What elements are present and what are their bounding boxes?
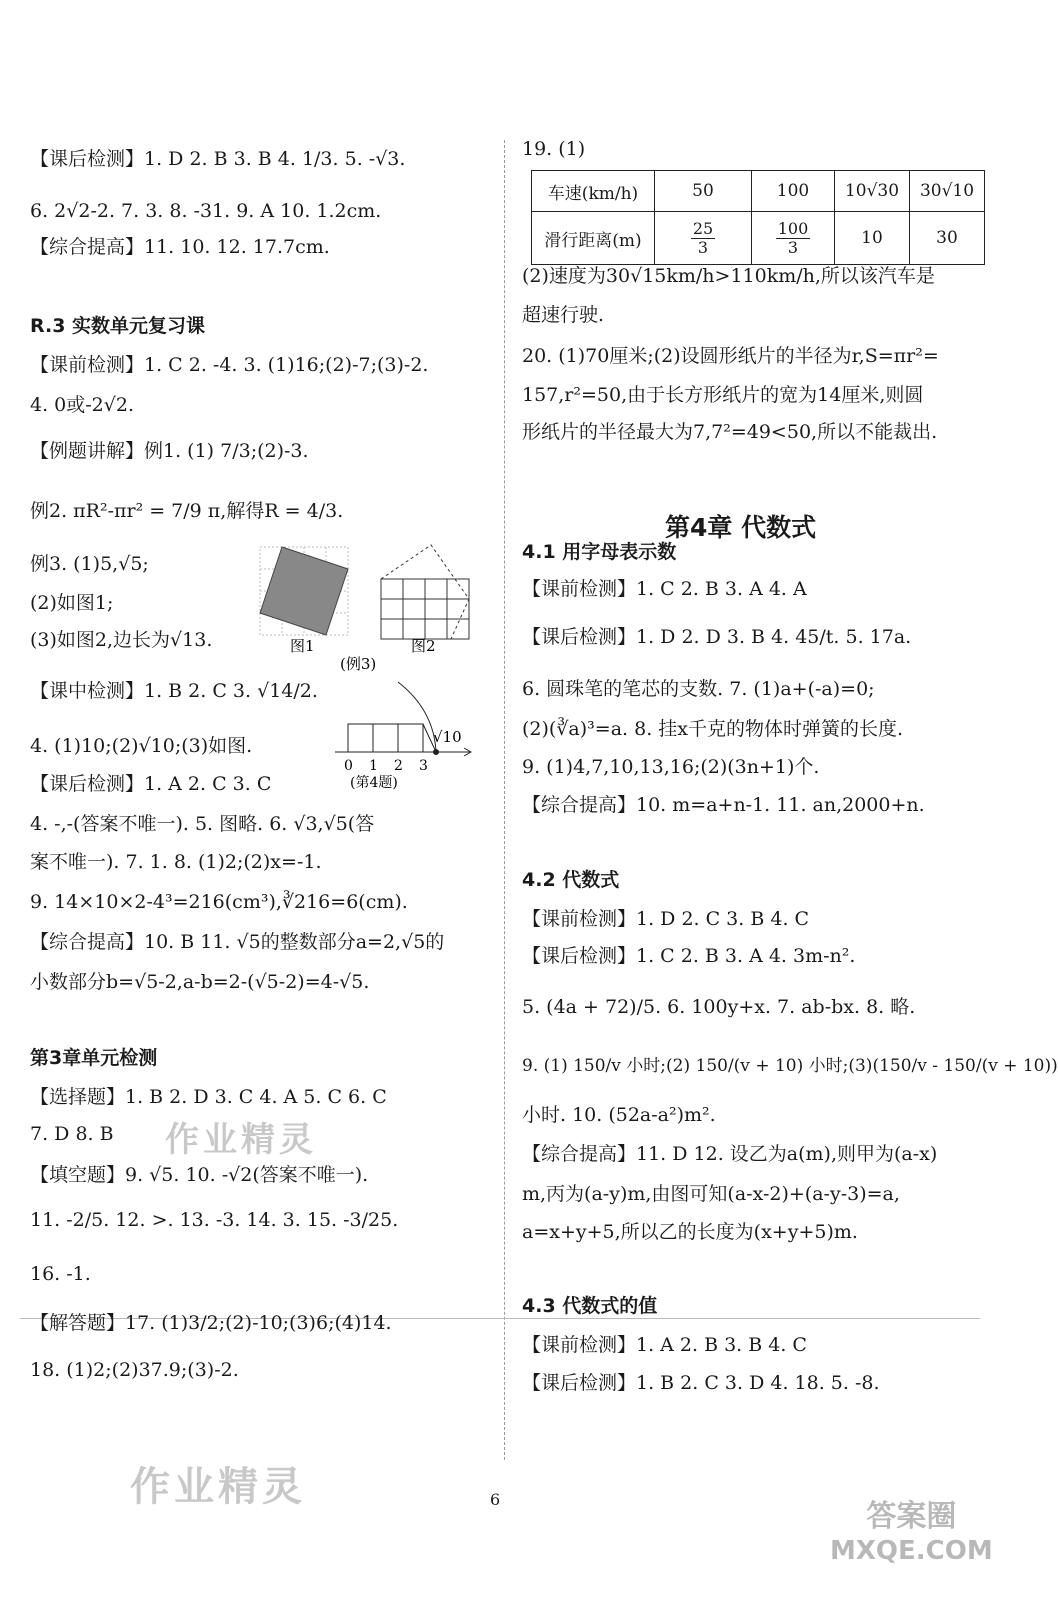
text-line: 形纸片的半径最大为7,7²=49<50,所以不能裁出. xyxy=(522,421,938,443)
axis-label: 3 xyxy=(419,758,428,774)
watermark-line2: MXQE.COM xyxy=(830,1536,993,1566)
section-heading: 第3章单元检测 xyxy=(30,1047,158,1069)
denominator: 3 xyxy=(787,237,799,257)
table-cell xyxy=(655,212,752,265)
text-line: 小数部分b=√5-2,a-b=2-(√5-2)=4-√5. xyxy=(30,971,370,993)
text-line: 【课后检测】1. D 2. D 3. B 4. 45/t. 5. 17a. xyxy=(522,626,912,648)
page-number: 6 xyxy=(490,1490,501,1509)
section-heading: 4.3 代数式的值 xyxy=(522,1295,658,1317)
text-line: 例2. πR²-πr² = 7/9 π,解得R = 4/3. xyxy=(30,500,344,522)
text-line: a=x+y+5,所以乙的长度为(x+y+5)m. xyxy=(522,1221,858,1243)
text-line: 20. (1)70厘米;(2)设圆形纸片的半径为r,S=πr²= xyxy=(522,345,939,367)
column-divider xyxy=(504,140,505,1460)
table-cell: 30 xyxy=(910,212,985,265)
table-row xyxy=(532,212,985,265)
text-line: 4. 0或-2√2. xyxy=(30,394,134,416)
numberline-caption: (第4题) xyxy=(350,775,398,791)
table-cell: 10 xyxy=(835,212,910,265)
text-line: m,丙为(a-y)m,由图可知(a-x-2)+(a-y-3)=a, xyxy=(522,1183,900,1205)
text-line: 9. (1) 150/v 小时;(2) 150/(v + 10) 小时;(3)(150/v - 150/(v + 10)) xyxy=(522,1056,1058,1076)
figure1-square xyxy=(260,547,348,635)
text-line: 【选择题】1. B 2. D 3. C 4. A 5. C 6. C xyxy=(30,1086,387,1108)
fraction xyxy=(691,220,715,257)
text-line: 【例题讲解】例1. (1) 7/3;(2)-3. xyxy=(30,440,309,462)
text-line: 例3. (1)5,√5; xyxy=(30,553,149,575)
text-line: 9. (1)4,7,10,13,16;(2)(3n+1)个. xyxy=(522,756,820,778)
text-line: 9. 14×10×2-4³=216(cm³),∛216=6(cm). xyxy=(30,891,408,913)
text-line: 4. -,-(答案不唯一). 5. 图略. 6. √3,√5(答 xyxy=(30,813,375,835)
axis-label: 1 xyxy=(369,758,378,774)
table-row xyxy=(532,171,985,212)
speed-table xyxy=(531,170,985,265)
text-line: 4. (1)10;(2)√10;(3)如图. xyxy=(30,735,253,757)
chapter-title: 第4章 代数式 xyxy=(665,513,817,542)
text-line: 【课后检测】1. C 2. B 3. A 4. 3m-n². xyxy=(522,945,856,967)
figure2-grid xyxy=(381,579,469,639)
table-cell: 滑行距离(m) xyxy=(532,212,655,265)
table-cell: 30√10 xyxy=(910,171,985,212)
stamp-watermark: 作业精灵 xyxy=(130,1464,306,1510)
section-heading: R.3 实数单元复习课 xyxy=(30,315,206,337)
text-line: 超速行驶. xyxy=(522,304,605,326)
figure1-caption: 图1 xyxy=(290,637,315,655)
table-cell xyxy=(752,212,835,265)
text-line: 18. (1)2;(2)37.9;(3)-2. xyxy=(30,1359,239,1381)
axis-label: 2 xyxy=(394,758,403,774)
numberline-figure xyxy=(330,680,480,790)
example3-figure xyxy=(255,545,480,673)
text-line: 【课后检测】1. B 2. C 3. D 4. 18. 5. -8. xyxy=(522,1372,880,1394)
section-heading: 4.2 代数式 xyxy=(522,869,620,891)
numerator: 100 xyxy=(777,218,809,238)
site-watermark xyxy=(830,1500,993,1568)
table-cell: 车速(km/h) xyxy=(532,171,655,212)
table-cell: 10√30 xyxy=(835,171,910,212)
text-line: 案不唯一). 7. 1. 8. (1)2;(2)x=-1. xyxy=(30,851,322,873)
text-line: 【课后检测】1. D 2. B 3. B 4. 1/3. 5. -√3. xyxy=(30,148,406,170)
example3-caption: (例3) xyxy=(340,655,377,673)
watermark-line1: 答案圈 xyxy=(866,1499,957,1534)
text-line: 6. 圆珠笔的笔芯的支数. 7. (1)a+(-a)=0; xyxy=(522,678,875,700)
text-line: 16. -1. xyxy=(30,1263,91,1285)
text-line: 【解答题】17. (1)3/2;(2)-10;(3)6;(4)14. xyxy=(30,1312,392,1334)
text-line: (2)速度为30√15km/h>110km/h,所以该汽车是 xyxy=(522,265,935,287)
figure2-caption: 图2 xyxy=(411,637,436,655)
text-line: (2)如图1; xyxy=(30,592,114,614)
text-line: 【课前检测】1. C 2. B 3. A 4. A xyxy=(522,578,807,600)
text-line: 小时. 10. (52a-a²)m². xyxy=(522,1104,716,1126)
table-cell: 50 xyxy=(655,171,752,212)
axis-label: 0 xyxy=(344,758,353,774)
text-line: 11. -2/5. 12. >. 13. -3. 14. 3. 15. -3/25. xyxy=(30,1209,399,1231)
text-line: (3)如图2,边长为√13. xyxy=(30,629,213,651)
text-line: 【综合提高】10. m=a+n-1. 11. an,2000+n. xyxy=(522,794,925,816)
text-line: 【课前检测】1. C 2. -4. 3. (1)16;(2)-7;(3)-2. xyxy=(30,354,429,376)
text-line: 【综合提高】10. B 11. √5的整数部分a=2,√5的 xyxy=(30,931,445,953)
text-line: 19. (1) xyxy=(522,138,586,160)
text-line: 【课前检测】1. A 2. B 3. B 4. C xyxy=(522,1334,807,1356)
fraction xyxy=(776,220,811,257)
text-line: 157,r²=50,由于长方形纸片的宽为14厘米,则圆 xyxy=(522,384,924,406)
text-line: 【课后检测】1. A 2. C 3. C xyxy=(30,773,272,795)
text-line: (2)(∛a)³=a. 8. 挂x千克的物体时弹簧的长度. xyxy=(522,718,904,740)
text-line: 【综合提高】11. D 12. 设乙为a(m),则甲为(a-x) xyxy=(522,1143,938,1165)
text-line: 6. 2√2-2. 7. 3. 8. -31. 9. A 10. 1.2cm. xyxy=(30,200,382,222)
text-line: 5. (4a + 72)/5. 6. 100y+x. 7. ab-bx. 8. 略. xyxy=(522,996,916,1018)
text-line: 7. D 8. B xyxy=(30,1123,114,1145)
text-line: 【课前检测】1. D 2. C 3. B 4. C xyxy=(522,908,810,930)
denominator: 3 xyxy=(697,237,709,257)
section-heading: 4.1 用字母表示数 xyxy=(522,541,677,563)
text-line: 【填空题】9. √5. 10. -√2(答案不唯一). xyxy=(30,1164,369,1186)
numerator: 25 xyxy=(692,218,714,238)
stamp-watermark: 作业精灵 xyxy=(165,1120,317,1160)
text-line: 【课中检测】1. B 2. C 3. √14/2. xyxy=(30,680,318,702)
sqrt10-label: √10 xyxy=(433,728,462,746)
text-line: 【综合提高】11. 10. 12. 17.7cm. xyxy=(30,236,330,258)
table-cell: 100 xyxy=(752,171,835,212)
